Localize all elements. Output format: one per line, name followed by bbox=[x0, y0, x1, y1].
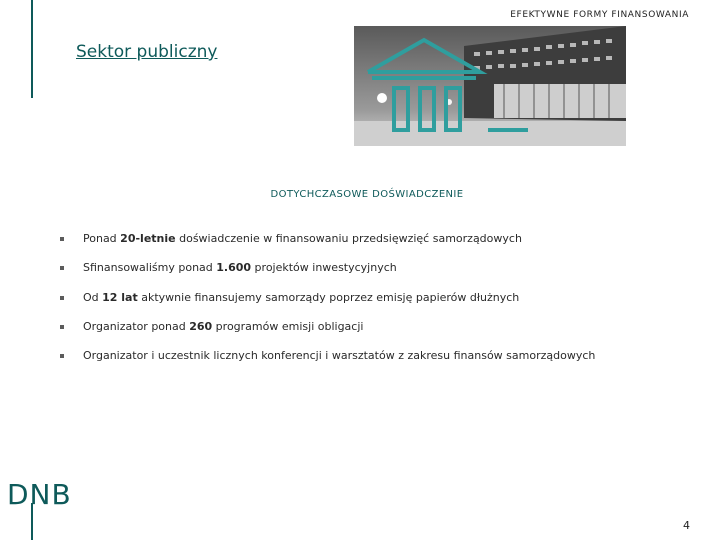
list-item bbox=[58, 343, 698, 372]
list-item bbox=[58, 226, 698, 255]
list-item-text: Ponad 20-letnie doświadczenie w finansowaniu przedsięwzięć samorządowych bbox=[83, 232, 522, 245]
list-item-text: Organizator i uczestnik licznych konferencji i warsztatów z zakresu finansów samorządowych bbox=[83, 349, 596, 363]
list-item bbox=[58, 314, 698, 343]
experience-heading: DOTYCHCZASOWE DOŚWIADCZENIE bbox=[270, 189, 464, 200]
bullet-icon bbox=[60, 266, 64, 270]
header-title: EFEKTYWNE FORMY FINANSOWANIA bbox=[510, 10, 689, 20]
bullet-icon bbox=[60, 325, 64, 329]
hero-image bbox=[354, 26, 626, 146]
left-accent-line-top bbox=[31, 0, 33, 98]
section-title: Sektor publiczny bbox=[76, 42, 218, 62]
bullet-icon bbox=[60, 296, 64, 300]
dnb-logo: DNB bbox=[7, 478, 72, 511]
bullet-icon bbox=[60, 354, 64, 358]
page-number: 4 bbox=[683, 519, 690, 532]
list-item bbox=[58, 255, 698, 284]
public-building-icon bbox=[354, 26, 626, 146]
list-item-text: Sfinansowaliśmy ponad 1.600 projektów inwestycyjnych bbox=[83, 261, 397, 275]
experience-list bbox=[58, 226, 698, 372]
bullet-icon bbox=[60, 237, 64, 241]
list-item-text: Organizator ponad 260 programów emisji obligacji bbox=[83, 319, 364, 333]
list-item bbox=[58, 285, 698, 314]
list-item-text: Od 12 lat aktywnie finansujemy samorządy poprzez emisję papierów dłużnych bbox=[83, 290, 520, 304]
